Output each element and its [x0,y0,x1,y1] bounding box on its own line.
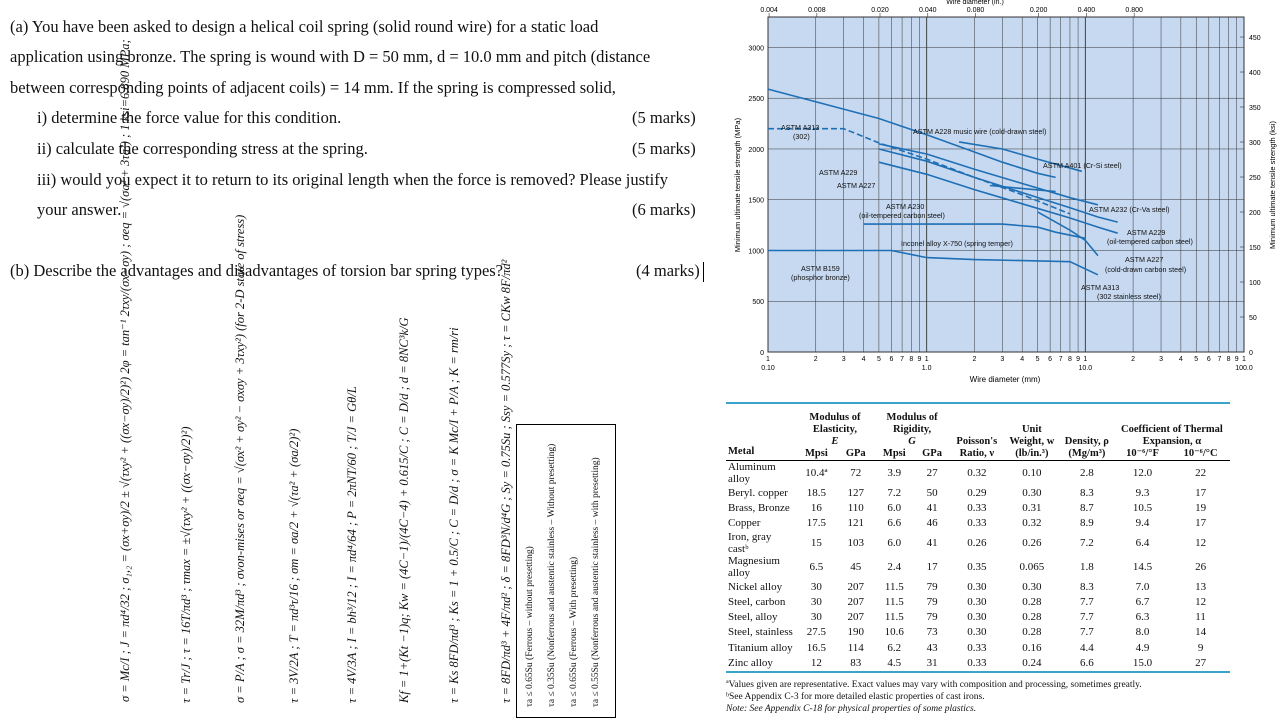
chart-annotation: (oil-tempered carbon steel) [859,211,945,220]
table-cell: 0.28 [1022,595,1042,608]
question-a-line2: application using bronze. The spring is wound with D = 50 mm, d = 10.0 mm and pitch (distance [10,47,651,66]
y-tick-label: 2500 [748,96,764,104]
x-top-tick-label: 0.800 [1125,7,1143,14]
table-cell: 0.33 [967,517,987,530]
x-tick-label: 1 [924,356,929,363]
table-cell: 7.0 [1135,580,1150,593]
x-tick-label: 1 [766,356,770,363]
table-cell: 0.33 [967,501,987,514]
table-cell: 6.5 [809,560,824,573]
table-bottom-rule [726,671,1230,673]
table-cell: 0.32 [1022,517,1042,530]
table-cell: 19 [1195,501,1207,514]
col-mpsi-2: Mpsi [882,448,906,459]
x-tick-label: 3 [1159,356,1163,363]
x-tick-label: 2 [972,356,977,363]
table-cell: 15.0 [1132,657,1153,670]
y-right-tick-label: 400 [1249,70,1261,78]
table-cell: 13 [1195,580,1207,593]
table-row [726,555,1230,579]
tensile-strength-chart [735,0,1280,395]
table-row [726,516,1230,531]
table-cell: 8.3 [1079,486,1094,499]
table-cell: 0.30 [967,611,987,624]
box-line-2: τa ≤ 0.35Su (Nonferrous and austentic stainless – Without presetting) [547,443,557,707]
chart-annotation: ASTM A227 [1125,255,1164,264]
x-tick-label: 1 [1242,356,1246,363]
table-cell: 14.5 [1132,560,1153,573]
table-cell: 12 [1195,595,1207,608]
x-tick-label: 9 [1234,356,1239,363]
x-top-tick-label: 0.004 [760,7,778,14]
table-cell: 0.35 [967,560,987,573]
box-line-4: τa ≤ 0.55Su (Nonferrous and austentic stainless – with presetting) [591,457,601,707]
table-cell: 0.29 [967,486,987,499]
table-cell: 79 [926,580,938,593]
x-decade-label: 0.10 [761,365,775,372]
table-cell: 0.30 [967,595,987,608]
table-cell: 83 [850,657,862,670]
box-line-3: τa ≤ 0.65Su (Ferrous – With presetting) [569,556,579,707]
table-cell: 16.5 [806,641,826,654]
table-cell: 12.0 [1132,467,1153,479]
col-gpa: GPa [845,448,866,459]
col-weight: Unit Weight, w (lb/in.³) [1009,424,1055,459]
table-cell: 10.6 [884,626,904,639]
question-iii: iii) would you expect it to return to its original length when the force is removed? Please justify [37,170,668,189]
footnote-a: ªValues given are representative. Exact values may vary with composition and processing, sometimes greatly. [726,679,1142,690]
metal-name-cell: Zinc alloy [728,657,773,670]
x-tick-label: 4 [1178,356,1183,363]
table-cell: 46 [926,517,938,530]
col-per-f: 10⁻⁶/°F [1126,448,1159,459]
footnote-note: Note: See Appendix C-18 for physical properties of some plastics. [726,703,977,714]
x-tick-label: 9 [917,356,922,363]
box-line-1: τa ≤ 0.65Su (Ferrous – without presetting) [525,546,535,707]
y-axis-label-right: Minimum ultimate tensile strength (ksi) [1268,121,1277,249]
table-cell: 6.7 [1135,595,1150,608]
x-tick-label: 7 [900,356,905,363]
question-ii: ii) calculate the corresponding stress at the spring. [37,139,368,158]
y-tick-label: 500 [752,299,764,307]
chart-annotation: (phosphor bronze) [791,273,850,282]
formula-column-8: τ = 8FD/πd³ + 4F/πd² ; δ = 8FD³N/d⁴G ; Sy = 0.75Su ; Ssy = 0.577Sy ; τ = CKw 8F/πd² [499,259,513,703]
table-cell: 30 [810,595,822,608]
table-row [726,531,1230,555]
table-cell: 103 [847,536,864,549]
metal-name-cell: Steel, carbon [728,595,786,608]
table-cell: 0.30 [967,580,987,593]
x-tick-label: 6 [889,356,894,363]
chart-annotation: ASTM A229 [819,168,858,177]
table-cell: 16 [810,501,822,514]
table-row [726,609,1230,624]
col-modulus-e [796,404,875,448]
table-cell: 12 [1195,536,1207,549]
col-modulus-e-symbol: E [831,436,839,447]
table-cell: 7.2 [1079,536,1094,549]
col-metal: Metal [728,446,755,457]
table-cell: 27 [1195,657,1207,670]
table-row [726,579,1230,594]
table-cell: 17 [926,560,938,573]
table-row [726,461,1230,486]
marks-i: (5 marks) [632,108,696,127]
table-cell: 79 [926,595,938,608]
x-tick-label: 1 [1083,356,1088,363]
table-row [726,640,1230,655]
footnote-b: ᵇSee Appendix C-3 for more detailed elastic properties of cast irons. [726,691,985,702]
table-cell: 127 [847,486,864,499]
table-row [726,625,1230,640]
table-cell: 0.31 [1022,501,1042,514]
x-tick-label: 7 [1058,356,1063,363]
x-top-tick-label: 0.008 [808,7,826,14]
table-cell: 30 [810,580,822,593]
chart-annotation: ASTM A313 [1081,283,1120,292]
y-right-tick-label: 0 [1249,350,1253,357]
table-cell: 0.26 [1022,536,1042,549]
table-cell: 2.4 [887,560,902,573]
table-cell: 110 [847,501,864,514]
question-b: (b) Describe the advantages and disadvantages of torsion bar spring types? [10,261,504,280]
table-cell: 6.4 [1135,536,1150,549]
y-tick-label: 1000 [748,248,764,256]
chart-annotation: ASTM A229 [1127,228,1166,237]
x-decade-label: 100.0 [1235,365,1253,372]
table-cell: 0.30 [1022,580,1042,593]
chart-annotation: ASTM A232 (Cr-Va steel) [1089,205,1170,214]
table-cell: 6.6 [1079,657,1094,670]
metal-name-cell: Beryl. copper [728,486,788,499]
y-right-tick-label: 150 [1249,245,1261,253]
material-properties-table [726,402,1230,715]
question-a-line3: between corresponding points of adjacent coils) = 14 mm. If the spring is compressed solid, [10,78,616,97]
x-tick-label: 6 [1206,356,1211,363]
table-cell: 17.5 [806,517,826,530]
table-cell: 15 [810,536,822,549]
formula-column-5: τ = 4V/3A ; I = bh³/12 ; I = πd⁴/64 ; P = 2πNT/60 ; T/J = Gθ/L [345,386,359,703]
table-cell: 0.26 [967,536,987,549]
table-row [726,594,1230,609]
x-axis-label: Wire diameter (mm) [969,375,1041,384]
marks-ii: (5 marks) [632,139,696,158]
table-cell: 27 [926,467,938,479]
col-modulus-e-label: Modulus of Elasticity, [809,412,861,435]
table-cell: 9.3 [1135,486,1150,499]
x-tick-label: 5 [876,356,881,363]
x-tick-label: 8 [1068,356,1072,363]
table-cell: 9 [1197,641,1204,654]
y-right-tick-label: 350 [1249,105,1261,113]
table-cell: 6.6 [887,517,902,530]
col-mpsi: Mpsi [805,448,828,459]
table-cell: 114 [847,641,864,654]
x-top-tick-label: 0.200 [1029,7,1048,14]
x-tick-label: 8 [909,356,914,363]
col-modulus-g-symbol: G [908,436,916,447]
table-cell: 8.7 [1079,501,1094,514]
y-right-tick-label: 300 [1249,140,1261,148]
table-cell: 11 [1195,611,1206,624]
metal-name-cell: Steel, stainless [728,626,793,639]
col-gpa-2: GPa [922,448,942,459]
y-tick-label: 3000 [748,45,764,53]
table-cell: 41 [926,536,938,549]
x-top-tick-label: 0.020 [871,7,889,14]
table-cell: 207 [847,611,864,624]
table-cell: 11.5 [884,611,904,624]
y-right-tick-label: 200 [1249,210,1261,218]
table-cell: 7.7 [1079,595,1094,608]
col-density: Density, ρ (Mg/m³) [1064,436,1109,459]
table-cell: 0.24 [1022,657,1042,670]
table-cell: 43 [926,641,938,654]
formula-column-4: τ = 3V/2A ; T = πd³τ/16 ; σm = σa/2 + √(τa² + (σa/2)²) [287,428,301,703]
table-cell: 10.4ª [805,467,828,479]
table-cell: 50 [926,486,938,499]
x-tick-label: 6 [1048,356,1053,363]
table-cell: 6.3 [1135,611,1150,624]
x-tick-label: 4 [1020,356,1025,363]
question-iii-cont: your answer. [37,200,122,219]
table-footnotes [726,679,1230,715]
table-cell: 4.4 [1079,641,1094,654]
y-tick-label: 2000 [748,146,764,154]
table-cell: 6.0 [887,501,902,514]
table-cell: 0.28 [1022,611,1042,624]
table-cell: 207 [847,580,864,593]
table-cell: 7.2 [887,486,902,499]
chart-annotation: (cold-drawn carbon steel) [1105,265,1187,274]
table-cell: 0.30 [967,626,987,639]
table-cell: 2.8 [1079,467,1094,479]
table-cell: 4.9 [1135,641,1150,654]
table-cell: 0.33 [967,641,987,654]
table-cell: 8.9 [1079,517,1094,530]
x-tick-label: 4 [861,356,866,363]
table-cell: 0.16 [1022,641,1042,654]
x-tick-label: 9 [1076,356,1081,363]
x-tick-label: 5 [1194,356,1199,363]
chart-annotation: (302 stainless steel) [1097,292,1161,301]
allowable-stress-box [516,424,616,718]
metal-name-cell: Aluminum alloy [728,461,776,485]
x-decade-label: 10.0 [1078,365,1093,372]
marks-iii: (6 marks) [632,200,696,219]
table-cell: 0.065 [1019,560,1045,573]
table-cell: 0.10 [1022,467,1042,479]
chart-annotation: (oil-tempered carbon steel) [1107,237,1193,246]
chart-annotation: ASTM A227 [837,181,876,190]
formula-column-3: σ = P/A ; σ = 32M/πd³ ; σvon-mises or σeq = √(σx² + σy² − σxσy + 3τxy²) (for 2-D state of stress) [233,214,247,703]
y-right-tick-label: 100 [1249,280,1261,288]
metal-name-cell: Nickel alloy [728,580,783,593]
table-cell: 190 [847,626,864,639]
table-cell: 12 [810,657,822,670]
table-cell: 6.0 [887,536,902,549]
y-tick-label: 0 [760,350,764,357]
table-cell: 17 [1195,517,1207,530]
text-cursor [703,262,704,282]
table-cell: 30 [810,611,822,624]
table-cell: 0.32 [967,467,987,479]
table-cell: 18.5 [806,486,826,499]
metal-name-cell: Copper [728,517,761,530]
x-tick-label: 2 [813,356,818,363]
x-tick-label: 2 [1131,356,1136,363]
formula-column-2: τ = Tr/J ; τ = 16T/πd³ ; τmax = ±√(τxy² + ((σx−σy)/2)²) [179,426,193,703]
col-modulus-g-label: Modulus of Rigidity, [886,412,938,435]
y-tick-label: 1500 [748,197,764,205]
table-cell: 41 [926,501,938,514]
table-cell: 79 [926,611,938,624]
table-cell: 14 [1195,626,1207,639]
table-cell: 17 [1195,486,1207,499]
metal-name-cell: Iron, gray castᵇ [728,530,772,555]
x-decade-label: 1.0 [921,365,932,372]
formula-column-6: Kf = 1+(Kt −1)q; Kw = (4C−1)/(4C−4) + 0.615/C ; C = D/d ; d = 8NC³k/G [397,317,411,703]
x-tick-label: 8 [1226,356,1231,363]
table-cell: 7.7 [1079,626,1094,639]
table-cell: 27.5 [806,626,826,639]
metal-name-cell: Brass, Bronze [728,501,790,514]
table-cell: 4.5 [887,657,902,670]
chart-annotation: ASTM A228 music wire (cold-drawn steel) [913,127,1047,136]
x-tick-label: 3 [841,356,846,363]
question-i: i) determine the force value for this condition. [37,108,342,127]
table-cell: 72 [850,467,862,479]
table-row [726,485,1230,500]
table-cell: 11.5 [884,580,904,593]
metal-name-cell: Magnesium alloy [728,554,780,579]
col-modulus-g [874,404,950,448]
chart-annotation: ASTM A313 [781,123,820,132]
chart-annotation: ASTM A401 (Cr-Si steel) [1043,161,1122,170]
table-cell: 9.4 [1135,517,1150,530]
col-thermal: Coefficient of Thermal Expansion, α [1120,424,1223,447]
table-cell: 207 [847,595,864,608]
chart-annotation: ASTM B159 [801,264,840,273]
table-row [726,655,1230,670]
table-row [726,500,1230,515]
y-right-tick-label: 450 [1249,35,1261,43]
table-body [726,461,1230,671]
question-block [0,0,712,300]
top-axis-label: Wire diameter (in.) [946,0,1004,6]
x-top-tick-label: 0.040 [918,7,937,14]
table-cell: 45 [850,560,862,573]
chart-annotation: Inconel alloy X-750 (spring temper) [901,239,1013,248]
col-poisson: Poisson's Ratio, ν [956,436,998,459]
table-cell: 8.0 [1135,626,1150,639]
table-cell: 31 [926,657,938,670]
marks-b: (4 marks) [636,261,700,280]
y-right-tick-label: 50 [1249,315,1257,323]
x-tick-label: 5 [1035,356,1040,363]
table-cell: 7.7 [1079,611,1094,624]
y-right-tick-label: 250 [1249,175,1261,183]
table-cell: 8.3 [1079,580,1094,593]
table-cell: 6.2 [887,641,902,654]
question-a-line1: (a) You have been asked to design a helical coil spring (solid round wire) for a static load [10,17,599,36]
table-cell: 121 [847,517,864,530]
table-cell: 26 [1195,560,1207,573]
table-cell: 1.8 [1079,560,1094,573]
table-cell: 10.5 [1132,501,1153,514]
formula-column-7: τ = Ks 8FD/πd³ ; Ks = 1 + 0.5/C ; C = D/d ; σ = K Mc/I + P/A ; K = rm/ri [447,327,461,703]
metal-name-cell: Titanium alloy [728,641,793,654]
formula-column-1: σ = Mc/I ; J = πd⁴/32 ; σ₁,₂ = (σx+σy)/2 ± √(τxy² + ((σx−σy)/2)²) 2φ = tan⁻¹ 2τxy/(σx−σy) ; σeq = √(σa² + 3τa²) ; 1 ksi=6.890 MPa; [118,39,132,702]
x-tick-label: 3 [1000,356,1005,363]
y-axis-label: Minimum ultimate tensile strength (MPa) [733,117,742,253]
x-top-tick-label: 0.400 [1077,7,1096,14]
col-per-c: 10⁻⁶/°C [1183,448,1218,459]
table-cell: 22 [1195,467,1207,479]
metal-name-cell: Steel, alloy [728,611,778,624]
chart-annotation: (302) [793,132,810,141]
table-cell: 73 [926,626,938,639]
table-cell: 0.30 [1022,486,1042,499]
x-tick-label: 7 [1217,356,1222,363]
chart-annotation: ASTM A230 [886,202,925,211]
table-cell: 0.28 [1022,626,1042,639]
table-cell: 0.33 [967,657,987,670]
table-cell: 11.5 [884,595,904,608]
table-cell: 3.9 [887,467,902,479]
x-top-tick-label: 0.080 [966,7,985,14]
